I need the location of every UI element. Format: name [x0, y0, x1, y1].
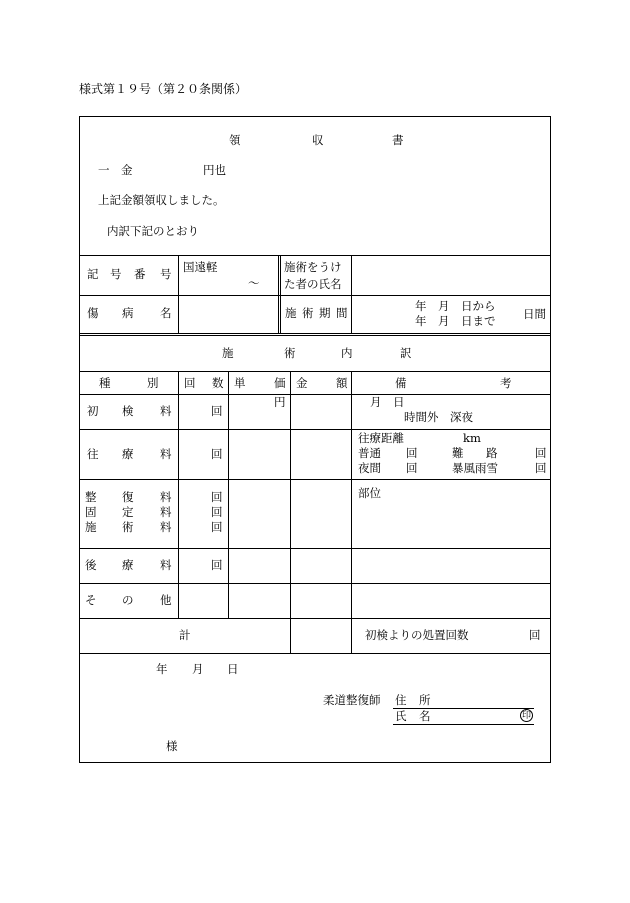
line-info-v3 — [351, 255, 352, 334]
receipt-title-1: 領 — [229, 133, 241, 147]
line-col-3 — [290, 371, 291, 654]
row-reduction-2: 復 — [122, 490, 134, 504]
row-other-1: そ — [85, 593, 97, 607]
visit-distance: 往療距離 — [358, 431, 404, 445]
label-injury-2: 病 — [122, 306, 134, 320]
line-info-v2 — [278, 255, 281, 334]
visits-since-initial: 初検よりの処置回数 — [365, 628, 469, 642]
amount-suffix: 円也 — [203, 163, 226, 177]
row-initial-count-unit: 回 — [211, 404, 223, 418]
col-amount-1: 金 — [296, 376, 308, 390]
row-reduction-1: 整 — [85, 490, 97, 504]
receipt-title-2: 収 — [312, 133, 324, 147]
name-underline — [393, 724, 534, 725]
col-unit-2: 価 — [274, 376, 286, 390]
row-fixation-count-unit: 回 — [211, 505, 223, 519]
line-col-2 — [228, 371, 229, 619]
row-visit-1: 往 — [87, 447, 99, 461]
label-period-4: 間 — [336, 306, 348, 320]
row-visit-3: 料 — [160, 447, 172, 461]
line-col-4 — [351, 371, 352, 654]
row-fixation-1: 固 — [85, 505, 97, 519]
recipient-suffix: 様 — [166, 739, 178, 753]
received-text: 上記金額領収しました。 — [98, 193, 225, 207]
row-initial-1: 初 — [87, 404, 99, 418]
line-info-v1 — [178, 255, 179, 334]
col-type-2: 別 — [147, 376, 159, 390]
visit-normal: 普通 — [358, 446, 381, 460]
row-initial-month-day: 月 日 — [370, 395, 405, 409]
row-visit-2: 療 — [122, 447, 134, 461]
visit-night: 夜間 — [358, 461, 381, 475]
label-period-1: 施 — [285, 306, 297, 320]
footer-day: 日 — [227, 662, 239, 676]
col-count-2: 数 — [212, 376, 224, 390]
row-initial-after-hours: 時間外 深夜 — [404, 410, 473, 424]
line-info-mid — [79, 295, 551, 296]
receipt-title-3: 書 — [392, 133, 404, 147]
col-remarks-2: 考 — [500, 376, 512, 390]
col-remarks-1: 備 — [395, 376, 407, 390]
line-row-4 — [79, 583, 551, 584]
detail-header-2: 術 — [284, 346, 296, 360]
label-injury-1: 傷 — [87, 306, 99, 320]
detail-header-1: 施 — [222, 346, 234, 360]
visit-storm: 暴風雨雪 — [452, 461, 498, 475]
row-initial-yen: 円 — [274, 395, 286, 409]
address-label-2: 所 — [419, 693, 431, 707]
body-part: 部位 — [358, 486, 381, 500]
period-from: 年 月 日から — [415, 299, 496, 313]
visit-difficult-2: 路 — [486, 446, 498, 460]
row-aftercare-count-unit: 回 — [211, 558, 223, 572]
line-detail-header — [79, 371, 551, 372]
label-period-2: 術 — [302, 306, 314, 320]
footer-year: 年 — [156, 662, 168, 676]
visit-km: km — [463, 431, 481, 445]
label-symbol-2: 号 — [110, 267, 122, 281]
row-aftercare-1: 後 — [85, 558, 97, 572]
footer-month: 月 — [192, 662, 204, 676]
name-label-1: 氏 — [395, 709, 407, 723]
symbol-prefix: 国遠軽 — [183, 260, 218, 274]
row-fixation-3: 料 — [160, 505, 172, 519]
detail-header-4: 訳 — [400, 346, 412, 360]
period-to: 年 月 日まで — [415, 314, 496, 328]
col-amount-2: 額 — [336, 376, 348, 390]
visits-since-initial-unit: 回 — [529, 628, 541, 642]
name-label-2: 名 — [419, 709, 431, 723]
line-row-6 — [79, 653, 551, 654]
line-row-1 — [79, 429, 551, 430]
row-other-2: の — [122, 593, 134, 607]
col-type-1: 種 — [99, 376, 111, 390]
label-patient-2: た者の氏名 — [284, 277, 342, 291]
detail-header-3: 内 — [341, 346, 353, 360]
line-row-3 — [79, 548, 551, 549]
label-symbol-4: 号 — [160, 267, 172, 281]
address-underline — [393, 708, 534, 709]
total-label: 計 — [179, 628, 191, 642]
row-reduction-3: 料 — [160, 490, 172, 504]
row-treatment-2: 術 — [122, 520, 134, 534]
visit-storm-unit: 回 — [535, 461, 547, 475]
line-row-5 — [79, 618, 551, 619]
row-initial-2: 検 — [122, 404, 134, 418]
label-injury-3: 名 — [160, 306, 172, 320]
label-symbol-1: 記 — [87, 267, 99, 281]
symbol-tilde: ～ — [248, 276, 260, 290]
row-treatment-count-unit: 回 — [211, 520, 223, 534]
row-other-3: 他 — [160, 593, 172, 607]
line-info-top — [79, 255, 551, 256]
row-treatment-1: 施 — [85, 520, 97, 534]
col-count-1: 回 — [184, 376, 196, 390]
seal-icon: 印 — [521, 711, 531, 721]
amount-prefix: 一 金 — [98, 163, 133, 177]
line-col-header — [79, 394, 551, 395]
practitioner-label: 柔道整復師 — [323, 693, 381, 707]
row-treatment-3: 料 — [160, 520, 172, 534]
row-visit-count-unit: 回 — [211, 447, 223, 461]
row-aftercare-3: 料 — [160, 558, 172, 572]
label-period-3: 期 — [319, 306, 331, 320]
row-fixation-2: 定 — [122, 505, 134, 519]
line-row-2 — [79, 479, 551, 480]
visit-night-unit: 回 — [406, 461, 418, 475]
line-col-1 — [178, 371, 179, 619]
period-days: 日間 — [523, 307, 546, 321]
visit-difficult-unit: 回 — [535, 446, 547, 460]
row-initial-3: 料 — [160, 404, 172, 418]
row-reduction-count-unit: 回 — [211, 490, 223, 504]
line-info-bottom — [79, 333, 551, 336]
breakdown-text: 内訳下記のとおり — [107, 224, 199, 238]
row-aftercare-2: 療 — [122, 558, 134, 572]
label-patient-1: 施術をうけ — [284, 260, 342, 274]
label-symbol-3: 番 — [134, 267, 146, 281]
visit-normal-unit: 回 — [406, 446, 418, 460]
form-number: 様式第１９号（第２０条関係） — [79, 82, 248, 96]
col-unit-1: 単 — [234, 376, 246, 390]
address-label-1: 住 — [395, 693, 407, 707]
visit-difficult-1: 難 — [452, 446, 464, 460]
